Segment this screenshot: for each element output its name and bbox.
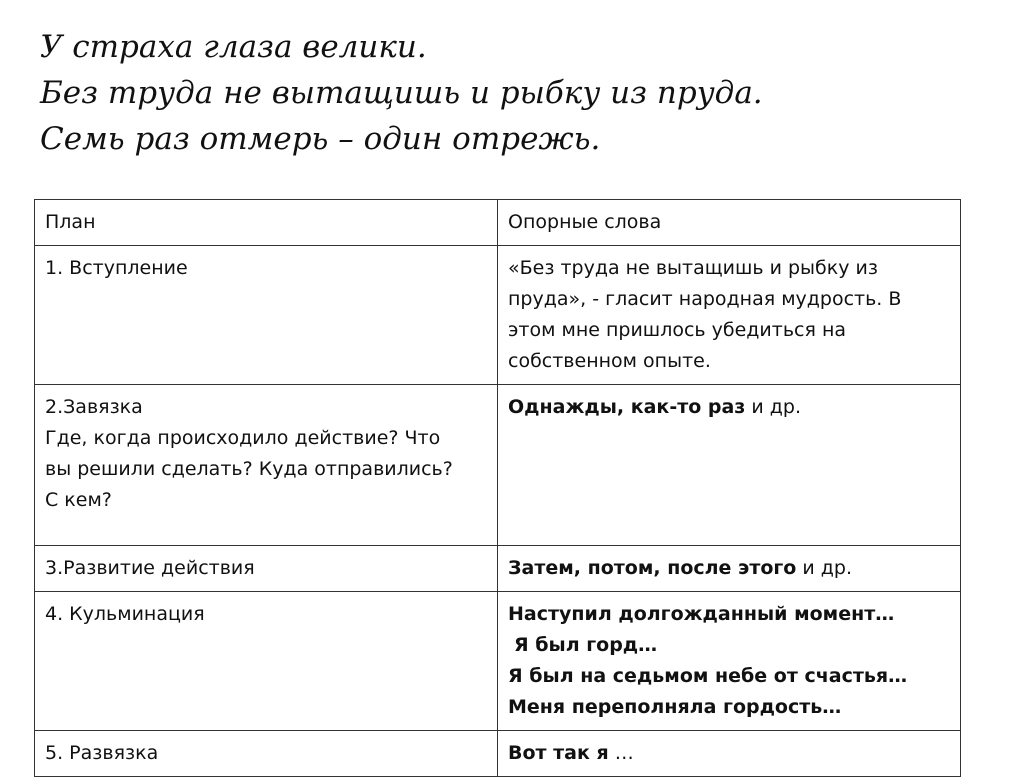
key-words-tail: … bbox=[608, 742, 634, 764]
table-row bbox=[35, 546, 961, 592]
key-words-bold: Меня переполняла гордость… bbox=[508, 696, 842, 718]
plan-text: 2.Завязка bbox=[45, 396, 143, 418]
plan-cell bbox=[35, 731, 498, 777]
key-words-bold: Затем, потом, после этого bbox=[508, 557, 797, 579]
key-words-tail: и др. bbox=[745, 396, 802, 418]
key-words-cell bbox=[498, 731, 961, 777]
key-words-cell bbox=[498, 592, 961, 731]
key-words-tail: и др. bbox=[796, 557, 853, 579]
plan-text: 5. Развязка bbox=[45, 742, 159, 764]
essay-plan-table bbox=[34, 199, 961, 777]
key-words-text: пруда», - гласит народная мудрость. В bbox=[508, 288, 902, 310]
plan-text: 4. Кульминация bbox=[45, 603, 205, 625]
plan-cell bbox=[35, 246, 498, 385]
plan-text: С кем? bbox=[45, 489, 112, 511]
plan-text: 1. Вступление bbox=[45, 257, 188, 279]
key-words-bold: Наступил долгожданный момент… bbox=[508, 603, 895, 625]
plan-cell bbox=[35, 546, 498, 592]
header-key-words: Опорные слова bbox=[498, 200, 961, 246]
key-words-bold: Я был на седьмом небе от счастья… bbox=[508, 665, 908, 687]
proverbs-block bbox=[40, 24, 980, 162]
table-row bbox=[35, 385, 961, 546]
plan-text: 3.Развитие действия bbox=[45, 557, 255, 579]
key-words-cell bbox=[498, 246, 961, 385]
table-row bbox=[35, 246, 961, 385]
table-row bbox=[35, 592, 961, 731]
header-plan: План bbox=[35, 200, 498, 246]
plan-cell bbox=[35, 592, 498, 731]
key-words-bold: Однажды, как-то раз bbox=[508, 396, 746, 418]
plan-cell bbox=[35, 385, 498, 546]
key-words-text: этом мне пришлось убедиться на bbox=[508, 319, 847, 341]
key-words-cell bbox=[498, 385, 961, 546]
proverb-line: У страха глаза велики. bbox=[40, 29, 427, 65]
plan-text: Где, когда происходило действие? Что bbox=[45, 427, 441, 449]
proverb-line: Без труда не вытащишь и рыбку из пруда. bbox=[40, 75, 763, 111]
key-words-bold: Я был горд… bbox=[514, 634, 658, 656]
proverb-line: Семь раз отмерь – один отрежь. bbox=[40, 121, 601, 157]
table-row bbox=[35, 731, 961, 777]
table-header-row bbox=[35, 200, 961, 246]
key-words-bold: Вот так я bbox=[508, 742, 609, 764]
key-words-text: «Без труда не вытащишь и рыбку из bbox=[508, 257, 878, 279]
plan-text: вы решили сделать? Куда отправились? bbox=[45, 458, 453, 480]
key-words-cell bbox=[498, 546, 961, 592]
key-words-text: собственном опыте. bbox=[508, 350, 711, 372]
